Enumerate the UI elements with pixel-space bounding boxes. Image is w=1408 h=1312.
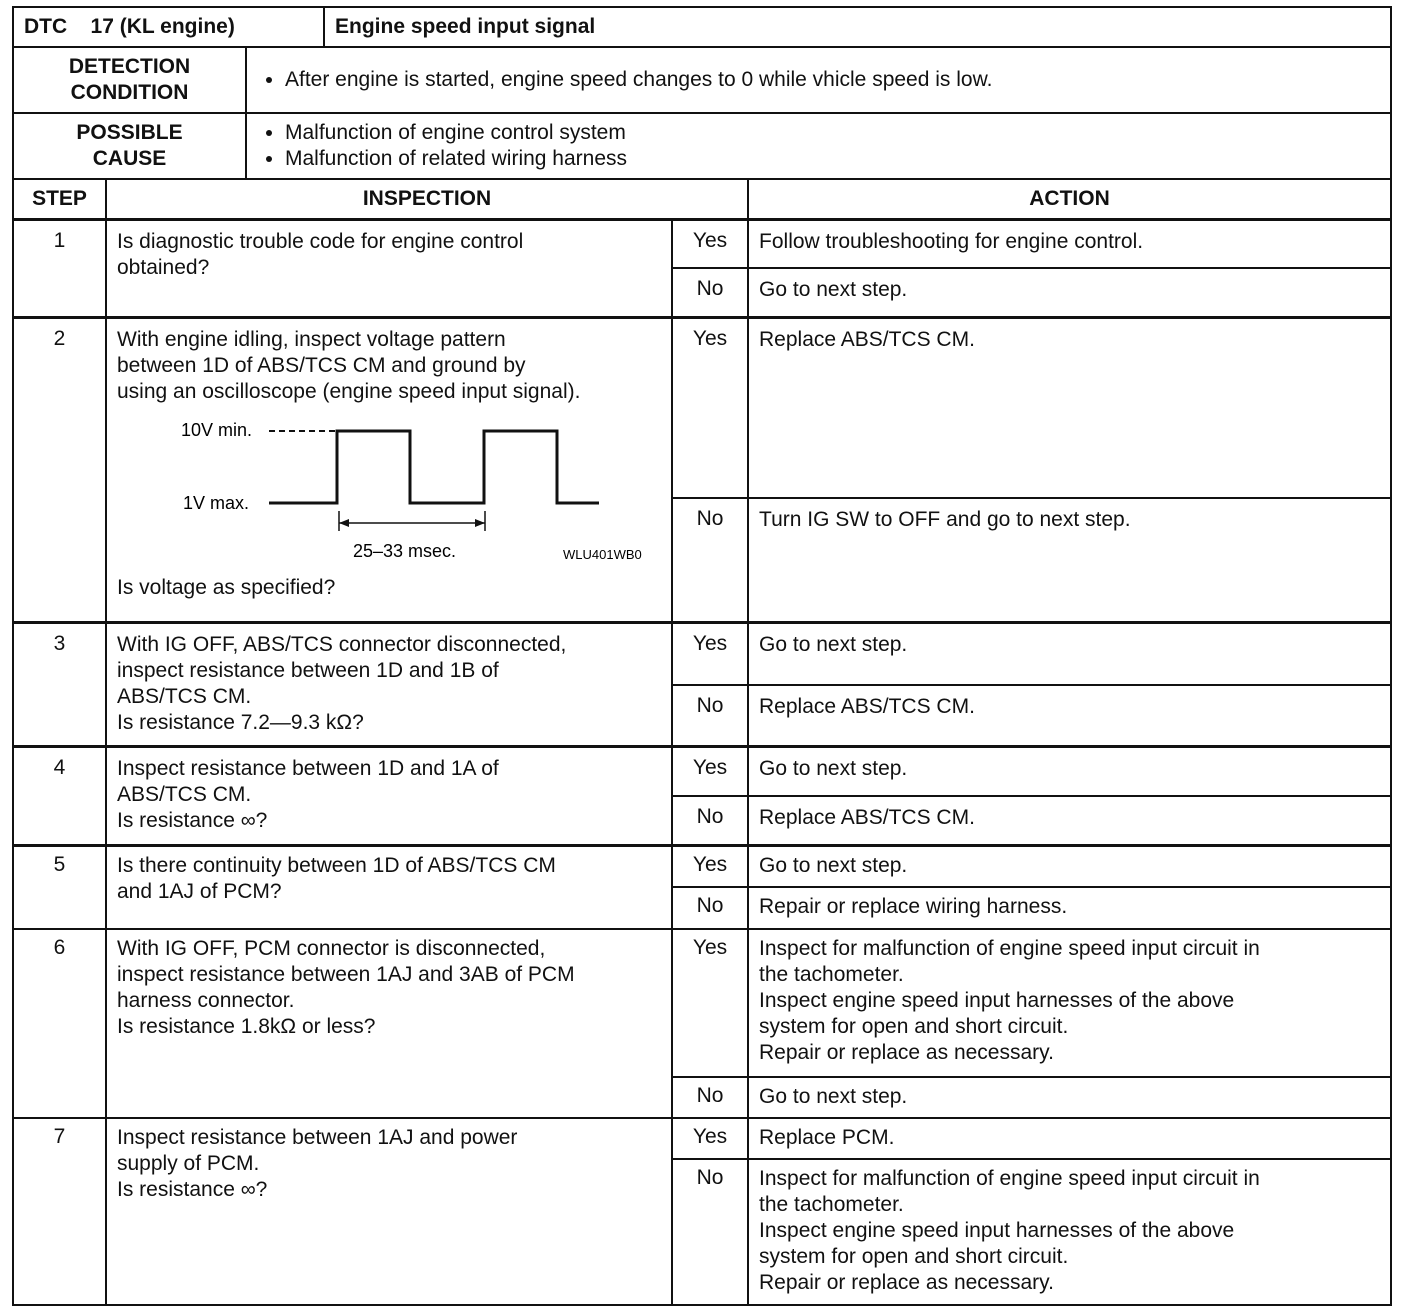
step-number: 5 xyxy=(13,846,106,929)
yes-action: Replace ABS/TCS CM. xyxy=(748,318,1391,498)
step-number: 3 xyxy=(13,623,106,747)
step-column-header: STEP xyxy=(13,179,106,220)
inspection-text: Is there continuity between 1D of ABS/TCS CM and 1AJ of PCM? xyxy=(106,846,672,929)
yes-action: Go to next step. xyxy=(748,623,1391,685)
inspection-text: With engine idling, inspect voltage pattern between 1D of ABS/TCS CM and ground by using an oscilloscope (engine speed input signal). 10V min. 1V max. 25–33 msec. WLU401WB0 Is voltage as specified? xyxy=(106,318,672,623)
no-label: No xyxy=(672,796,748,846)
no-label: No xyxy=(672,685,748,747)
no-label: No xyxy=(672,498,748,623)
step-number: 4 xyxy=(13,747,106,846)
cause-item: • Malfunction of related wiring harness xyxy=(285,146,1380,172)
yes-action: Inspect for malfunction of engine speed input circuit in the tachometer. Inspect engine speed input harnesses of the above system for open and short circuit. Repair or replace as necessary. xyxy=(748,929,1391,1077)
yes-action: Go to next step. xyxy=(748,747,1391,796)
arrowhead-right xyxy=(475,519,485,527)
square-wave-signal xyxy=(269,431,599,503)
dtc-header-table xyxy=(12,6,1392,180)
step-row xyxy=(13,747,1391,796)
step-row xyxy=(13,318,1391,498)
troubleshooting-table xyxy=(12,178,1392,1306)
yes-action: Go to next step. xyxy=(748,846,1391,887)
step-row xyxy=(13,1118,1391,1159)
detection-item: • After engine is started, engine speed changes to 0 while vhicle speed is low. xyxy=(285,67,1380,93)
step-row xyxy=(13,623,1391,685)
detection-condition-label: DETECTION CONDITION xyxy=(13,47,246,113)
inspection-text: Inspect resistance between 1D and 1A of ABS/TCS CM. Is resistance ∞? xyxy=(106,747,672,846)
no-action: Go to next step. xyxy=(748,1077,1391,1118)
dtc-label: DTC xyxy=(24,15,68,38)
no-action: Turn IG SW to OFF and go to next step. xyxy=(748,498,1391,623)
no-label: No xyxy=(672,268,748,318)
high-voltage-label: 10V min. xyxy=(181,420,253,440)
step-row xyxy=(13,220,1391,268)
action-column-header: ACTION xyxy=(748,179,1391,220)
period-label: 25–33 msec. xyxy=(353,541,457,561)
no-label: No xyxy=(672,1077,748,1118)
detection-condition-value xyxy=(246,47,1391,113)
possible-cause-label: POSSIBLE CAUSE xyxy=(13,113,246,179)
yes-label: Yes xyxy=(672,623,748,685)
cause-item: • Malfunction of engine control system xyxy=(285,120,1380,146)
step-number: 7 xyxy=(13,1118,106,1305)
inspection-column-header: INSPECTION xyxy=(106,179,748,220)
voltage-waveform-diagram xyxy=(117,420,667,563)
no-action: Go to next step. xyxy=(748,268,1391,318)
no-action: Repair or replace wiring harness. xyxy=(748,887,1391,929)
yes-action: Replace PCM. xyxy=(748,1118,1391,1159)
dtc-code-cell xyxy=(13,7,324,47)
no-label: No xyxy=(672,1159,748,1305)
no-label: No xyxy=(672,887,748,929)
inspection-text: With IG OFF, ABS/TCS connector disconnected, inspect resistance between 1D and 1B of ABS/TCS CM. Is resistance 7.2—9.3 kΩ? xyxy=(106,623,672,747)
step-row xyxy=(13,929,1391,1077)
yes-label: Yes xyxy=(672,846,748,887)
yes-label: Yes xyxy=(672,747,748,796)
step-number: 2 xyxy=(13,318,106,623)
arrowhead-left xyxy=(339,519,349,527)
no-action: Inspect for malfunction of engine speed input circuit in the tachometer. Inspect engine speed input harnesses of the above system for open and short circuit. Repair or replace as necessary. xyxy=(748,1159,1391,1305)
possible-cause-value xyxy=(246,113,1391,179)
low-voltage-label: 1V max. xyxy=(183,493,250,513)
figure-code: WLU401WB0 xyxy=(563,547,642,562)
yes-label: Yes xyxy=(672,220,748,268)
dtc-title: Engine speed input signal xyxy=(324,7,1391,47)
dtc-code: 17 (KL engine) xyxy=(90,15,235,38)
inspection-text: Is diagnostic trouble code for engine control obtained? xyxy=(106,220,672,318)
yes-label: Yes xyxy=(672,929,748,1077)
step-number: 6 xyxy=(13,929,106,1118)
inspection-text: With IG OFF, PCM connector is disconnected, inspect resistance between 1AJ and 3AB of PCM harness connector. Is resistance 1.8kΩ or less? xyxy=(106,929,672,1118)
inspection-text: Inspect resistance between 1AJ and power supply of PCM. Is resistance ∞? xyxy=(106,1118,672,1305)
no-action: Replace ABS/TCS CM. xyxy=(748,796,1391,846)
yes-label: Yes xyxy=(672,1118,748,1159)
step-number: 1 xyxy=(13,220,106,318)
no-action: Replace ABS/TCS CM. xyxy=(748,685,1391,747)
inspection-question: Is voltage as specified? xyxy=(117,576,336,599)
step-row xyxy=(13,846,1391,887)
yes-action: Follow troubleshooting for engine control. xyxy=(748,220,1391,268)
yes-label: Yes xyxy=(672,318,748,498)
